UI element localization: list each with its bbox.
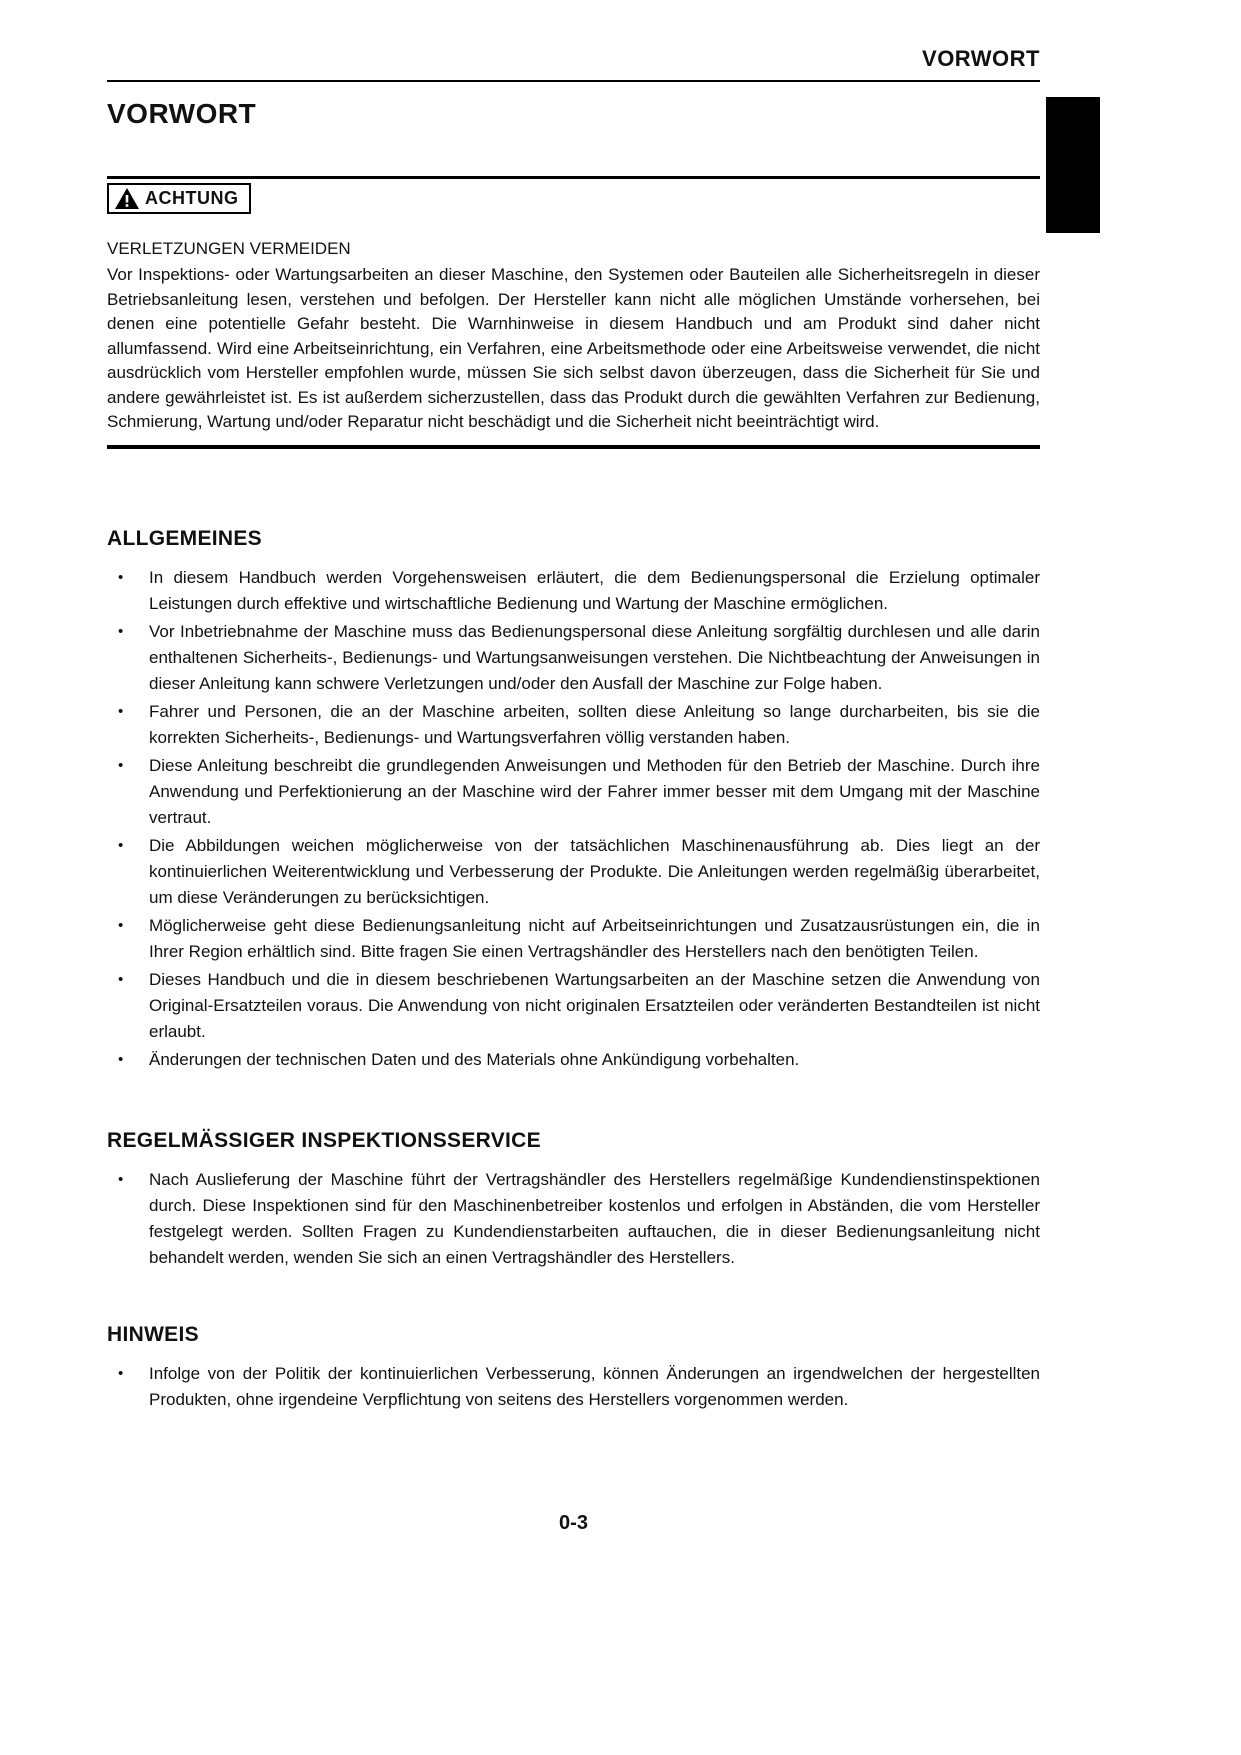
section-allgemeines xyxy=(107,527,1040,1073)
warning-top-divider xyxy=(107,176,1040,179)
list-item: • In diesem Handbuch werden Vorgehensweisen erläutert, die dem Bedienungspersonal die Erzielung optimaler Leistungen durch effektive und wirtschaftliche Bedienung und Wartung der Maschine ermöglichen. xyxy=(107,565,1040,617)
list-item: • Möglicherweise geht diese Bedienungsanleitung nicht auf Arbeitseinrichtungen und Zusatzausrüstungen ein, die in Ihrer Region erhältlich sind. Bitte fragen Sie einen Vertragshändler des Herstellers nach den benötigten Teilen. xyxy=(107,913,1040,965)
list-item: • Infolge von der Politik der kontinuierlichen Verbesserung, können Änderungen an irgendwelchen der hergestellten Produkten, ohne irgendeine Verpflichtung von seitens des Herstellers vorgenommen werden. xyxy=(107,1361,1040,1413)
section-heading-allgemeines: ALLGEMEINES xyxy=(107,526,262,550)
page-content xyxy=(107,0,1040,1415)
inspektionsservice-bullet-list xyxy=(107,1167,1040,1271)
warning-triangle-icon xyxy=(115,188,139,209)
achtung-label: ACHTUNG xyxy=(145,188,239,208)
list-item: • Dieses Handbuch und die in diesem beschriebenen Wartungsarbeiten an der Maschine setzen die Anwendung von Original-Ersatzteilen voraus. Die Anwendung von nicht originalen Ersatzteilen oder veränderten Bestandteilen ist nicht erlaubt. xyxy=(107,967,1040,1045)
hinweis-bullet-list xyxy=(107,1361,1040,1413)
list-item: • Diese Anleitung beschreibt die grundlegenden Anweisungen und Methoden für den Betrieb der Maschine. Durch ihre Anwendung und Perfektionierung an der Maschine wird der Fahrer immer besser mit dem Umgang mit der Maschine vertraut. xyxy=(107,753,1040,831)
allgemeines-bullet-list xyxy=(107,565,1040,1073)
list-item: • Fahrer und Personen, die an der Maschine arbeiten, sollten diese Anleitung so lange durcharbeiten, bis sie die korrekten Sicherheits-, Bedienungs- und Wartungsverfahren völlig verstanden haben. xyxy=(107,699,1040,751)
section-hinweis xyxy=(107,1323,1040,1413)
page-number: 0-3 xyxy=(559,1512,588,1534)
section-inspektionsservice xyxy=(107,1129,1040,1271)
chapter-edge-tab xyxy=(1046,97,1100,233)
warning-bottom-divider xyxy=(107,445,1040,449)
list-item: • Vor Inbetriebnahme der Maschine muss das Bedienungspersonal diese Anleitung sorgfältig durchlesen und alle darin enthaltenen Sicherheits-, Bedienungs- und Wartungsanweisungen verstehen. Die Nichtbeachtung der Anweisungen in dieser Anleitung kann schwere Verletzungen und/oder den Ausfall der Maschine zur Folge haben. xyxy=(107,619,1040,697)
achtung-warning-box xyxy=(107,183,251,214)
running-header: VORWORT xyxy=(922,46,1040,71)
header-divider xyxy=(107,80,1040,82)
list-item: • Änderungen der technischen Daten und des Materials ohne Ankündigung vorbehalten. xyxy=(107,1047,1040,1073)
list-item: • Nach Auslieferung der Maschine führt der Vertragshändler des Herstellers regelmäßige Kundendienstinspektionen durch. Diese Inspektionen sind für den Maschinenbetreiber kostenlos und erfolgen in Abständen, die vom Hersteller festgelegt werden. Sollten Fragen zu Kundendienstarbeiten auftauchen, die in dieser Bedienungsanleitung nicht behandelt werden, wenden Sie sich an einen Vertragshändler des Herstellers. xyxy=(107,1167,1040,1271)
warning-heading: VERLETZUNGEN VERMEIDEN xyxy=(107,239,351,258)
section-heading-inspektionsservice: REGELMÄSSIGER INSPEKTIONSSERVICE xyxy=(107,1128,541,1152)
section-heading-hinweis: HINWEIS xyxy=(107,1322,199,1346)
list-item: • Die Abbildungen weichen möglicherweise von der tatsächlichen Maschinenausführung ab. Dies liegt an der kontinuierlichen Weiterentwicklung und Verbesserung der Produkte. Die Anleitungen werden regelmäßig überarbeitet, um diese Veränderungen zu berücksichtigen. xyxy=(107,833,1040,911)
warning-body-text: Vor Inspektions- oder Wartungsarbeiten an dieser Maschine, den Systemen oder Bauteilen alle Sicherheitsregeln in dieser Betriebsanleitung lesen, verstehen und befolgen. Der Hersteller kann nicht alle möglichen Umstände vorhersehen, bei denen eine potentielle Gefahr besteht. Die Warnhinweise in diesem Handbuch und am Produkt sind daher nicht allumfassend. Wird eine Arbeitseinrichtung, ein Verfahren, eine Arbeitsmethode oder eine Arbeitsweise verwendet, die nicht ausdrücklich vom Hersteller empfohlen wurde, müssen Sie sich selbst davon überzeugen, dass die Sicherheit für Sie und andere gewährleistet ist. Es ist außerdem sicherzustellen, dass das Produkt durch die gewählten Verfahren zur Bedienung, Schmierung, Wartung und/oder Reparatur nicht beschädigt und die Sicherheit nicht beeinträchtigt wird. xyxy=(107,265,1040,431)
page-title: VORWORT xyxy=(107,98,257,129)
